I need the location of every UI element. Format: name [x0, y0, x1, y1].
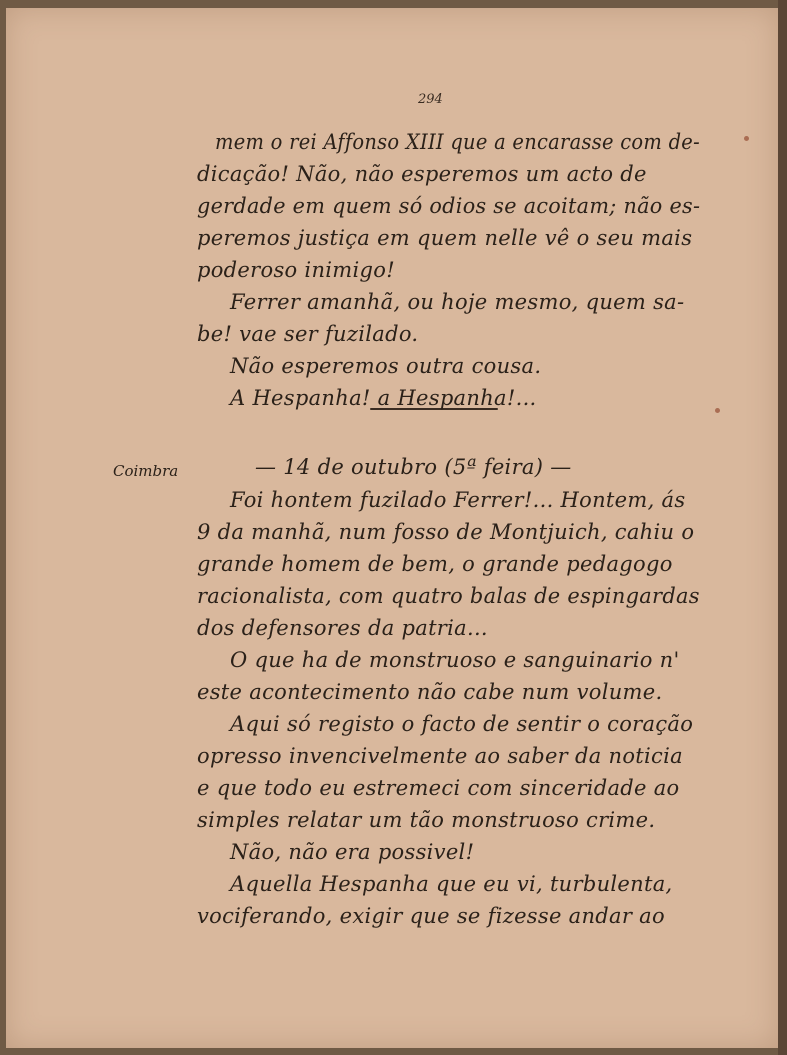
text-line: Aquella Hespanha que eu vi, turbulenta,	[230, 872, 673, 896]
text-line: simples relatar um tão monstruoso crime.	[197, 808, 656, 832]
page-number: 294	[418, 92, 443, 107]
text-line: Não esperemos outra cousa.	[230, 354, 542, 378]
margin-note: Coimbra	[113, 462, 179, 480]
text-line: Aqui só registo o facto de sentir o coração	[230, 712, 694, 736]
text-line: Não, não era possivel!	[230, 840, 475, 864]
text-line: opresso invencivelmente ao saber da noticia	[197, 744, 683, 768]
text-line: Foi hontem fuzilado Ferrer!... Hontem, ás	[230, 488, 686, 512]
text-line: poderoso inimigo!	[197, 258, 395, 282]
text-line: grande homem de bem, o grande pedagogo	[197, 552, 673, 576]
text-line: este acontecimento não cabe num volume.	[197, 680, 663, 704]
text-line: racionalista, com quatro balas de espingardas	[197, 584, 700, 608]
text-line: dicação! Não, não esperemos um acto de	[197, 162, 647, 186]
text-line: mem o rei Affonso XIII que a encarasse com de-	[215, 130, 700, 154]
ink-spot	[715, 408, 720, 413]
ink-spot	[744, 136, 749, 141]
text-line: peremos justiça em quem nelle vê o seu mais	[197, 226, 693, 250]
text-line: vociferando, exigir que se fizesse andar ao	[197, 904, 665, 928]
text-line: Ferrer amanhã, ou hoje mesmo, quem sa-	[230, 290, 685, 314]
text-line: gerdade em quem só odios se acoitam; não es-	[197, 194, 701, 218]
page-edge	[778, 0, 787, 1055]
text-line: be! vae ser fuzilado.	[197, 322, 419, 346]
date-heading: — 14 de outubro (5ª feira) —	[255, 455, 572, 479]
text-line: A Hespanha! a Hespanha!...	[230, 386, 537, 410]
text-line: 9 da manhã, num fosso de Montjuich, cahiu o	[197, 520, 695, 544]
text-line: e que todo eu estremeci com sinceridade ao	[197, 776, 680, 800]
text-line: O que ha de monstruoso e sanguinario n'	[230, 648, 680, 672]
text-line: dos defensores da patria...	[197, 616, 488, 640]
